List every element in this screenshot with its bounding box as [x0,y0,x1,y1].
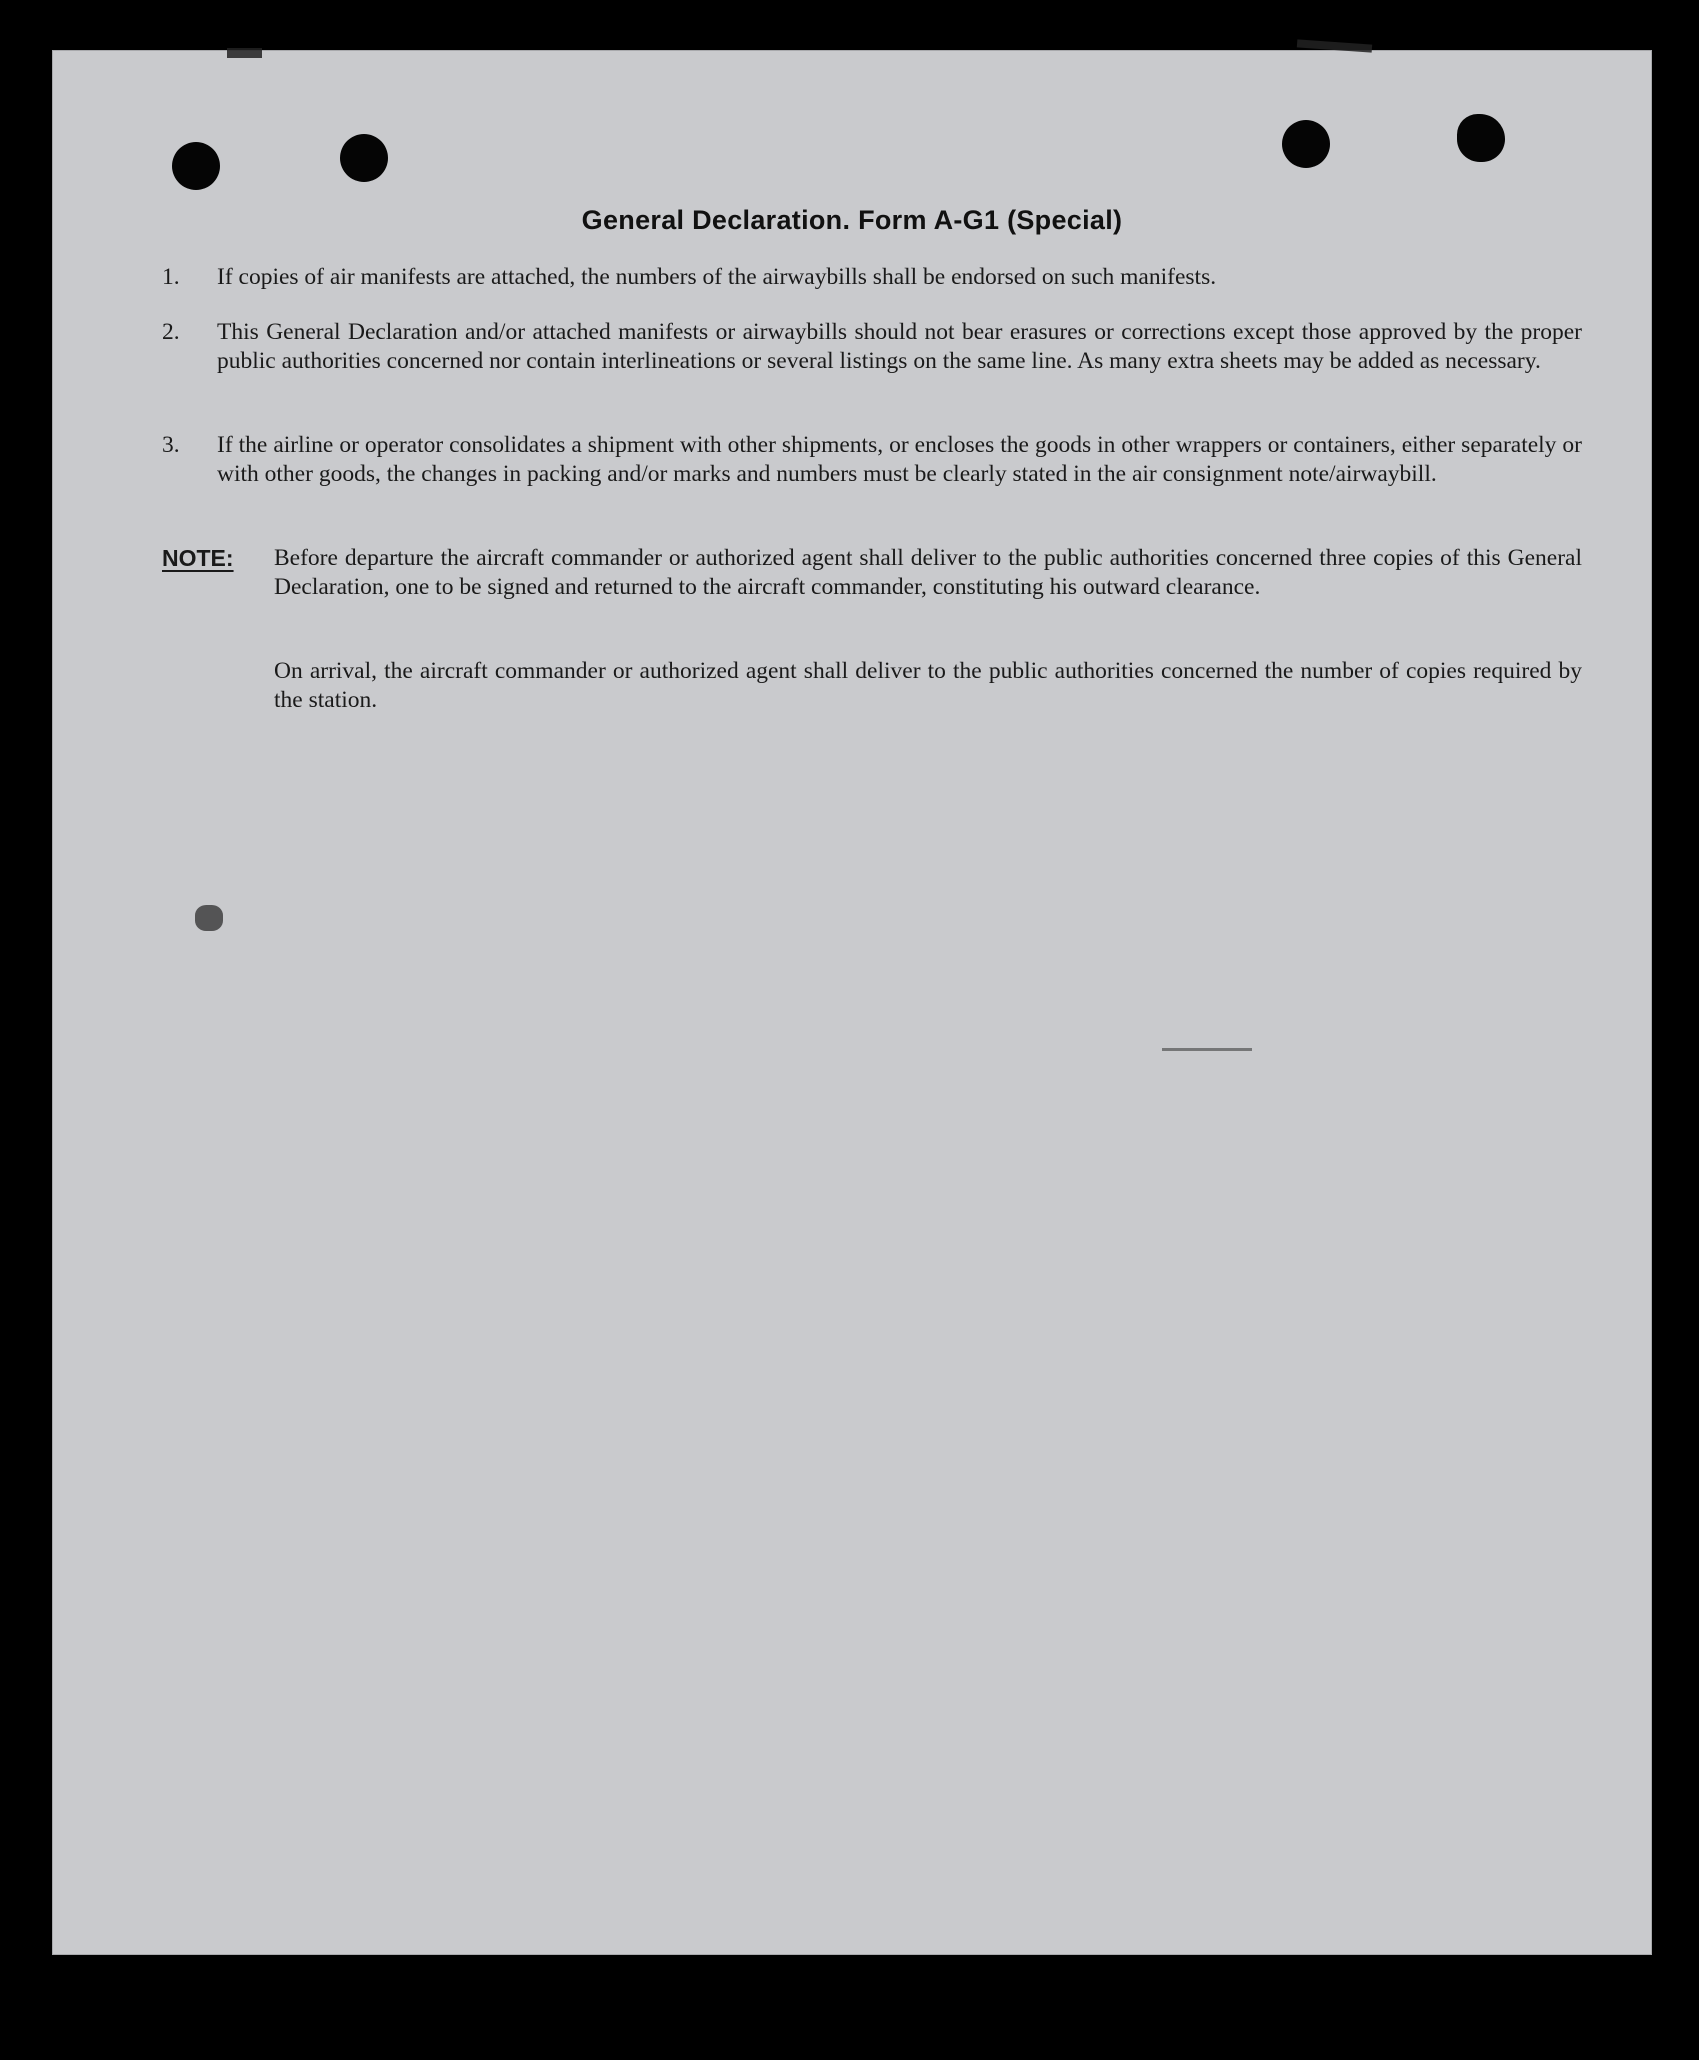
note-paragraph: On arrival, the aircraft commander or authorized agent shall deliver to the public authorities concerned the number of copies required by the station. [274,658,1582,713]
note-label: NOTE: [162,545,234,571]
note-paragraph: Before departure the aircraft commander or authorized agent shall deliver to the public authorities concerned three copies of this General Declaration, one to be signed and returned to the aircraft commander, constituting his outward clearance. [274,545,1582,600]
staple-mark [227,48,262,58]
ink-blot [1162,1048,1252,1051]
list-item [162,318,1582,376]
punch-hole [1282,120,1330,168]
list-item-number: 1. [162,264,180,290]
punch-hole [1457,114,1505,162]
list-item [162,431,1582,489]
punch-hole [340,134,388,182]
list-item-text: If copies of air manifests are attached, the numbers of the airwaybills shall be endorsed on such manifests. [217,264,1217,290]
list-item-text: If the airline or operator consolidates a shipment with other shipments, or encloses the goods in other wrappers or containers, either separately or with other goods, the changes in packing and/or marks and numbers must be clearly stated in the air consignment note/airwaybill. [217,432,1582,487]
note-section [162,544,1582,602]
document-title: General Declaration. Form A-G1 (Special) [581,205,1123,235]
ink-blot [195,905,223,931]
document-page [52,50,1652,1955]
list-item-number: 2. [162,319,180,345]
list-item [162,263,1582,292]
list-item-number: 3. [162,432,180,458]
punch-hole [172,142,220,190]
list-item-text: This General Declaration and/or attached manifests or airwaybills should not bear erasures or corrections except those approved by the proper public authorities concerned nor contain interlineations or several listings on the same line. As many extra sheets may be added as necessary. [217,319,1582,374]
staple-mark [1297,39,1372,52]
